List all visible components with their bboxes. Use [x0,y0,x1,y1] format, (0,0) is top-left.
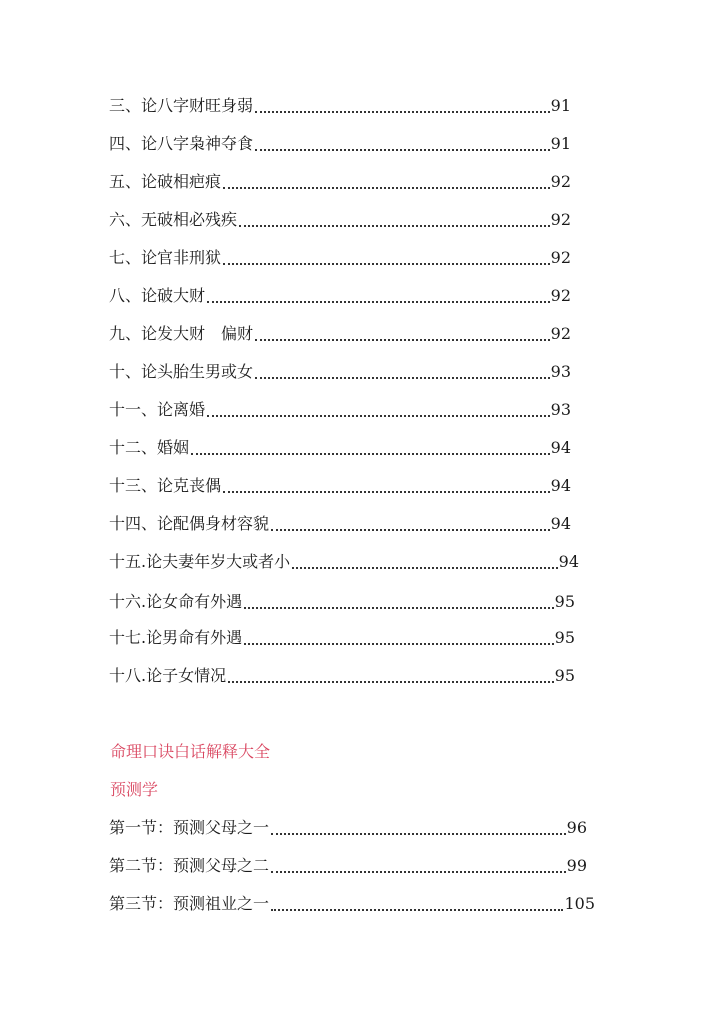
toc-leader-dots [255,111,550,113]
toc-leader-dots [271,871,566,873]
toc-entry-label: 三、论八字财旺身弱 [109,96,254,115]
toc-leader-dots [223,263,550,265]
toc-entry-page: 94 [558,552,579,571]
toc-entry-label: 七、论官非刑狱 [109,248,222,267]
toc-leader-dots [271,909,563,911]
toc-entry[interactable] [109,816,587,840]
toc-entry[interactable] [109,398,571,422]
toc-entry[interactable] [109,512,571,536]
toc-leader-dots [239,225,550,227]
toc-leader-dots [292,567,558,569]
toc-entry-label: 十八.论子女情况 [109,666,227,685]
toc-entry-page: 93 [550,400,571,419]
toc-leader-dots [244,643,554,645]
toc-entry[interactable] [109,132,571,156]
toc-entry-label: 八、论破大财 [109,286,206,305]
toc-leader-dots [255,339,550,341]
toc-entry-label: 十三、论克丧偶 [109,476,222,495]
toc-entry[interactable] [109,550,579,574]
toc-entry-page: 92 [550,210,571,229]
toc-entry[interactable] [109,854,587,878]
toc-entry[interactable] [109,590,575,614]
toc-leader-dots [207,415,550,417]
toc-entry[interactable] [109,94,571,118]
toc-entry-page: 96 [566,818,587,837]
toc-entry-page: 92 [550,172,571,191]
toc-entry-label: 十七.论男命有外遇 [109,628,243,647]
toc-entry-label: 十、论头胎生男或女 [109,362,254,381]
toc-entry-page: 95 [554,666,575,685]
toc-entry-label: 四、论八字枭神夺食 [109,134,254,153]
toc-entry-page: 95 [554,628,575,647]
toc-leader-dots [191,453,550,455]
toc-entry[interactable] [109,892,595,916]
toc-entry-label: 十四、论配偶身材容貌 [109,514,270,533]
toc-entry-label: 十五.论夫妻年岁大或者小 [109,552,291,571]
toc-entry-label: 九、论发大财 偏财 [109,324,254,343]
toc-entry-page: 95 [554,592,575,611]
toc-entry-label: 第二节：预测父母之二 [109,856,270,875]
toc-leader-dots [255,377,550,379]
toc-entry[interactable] [109,626,575,650]
toc-entry-label: 十一、论离婚 [109,400,206,419]
toc-entry[interactable] [109,284,571,308]
toc-entry-page: 99 [566,856,587,875]
toc-entry-page: 94 [550,514,571,533]
toc-entry-page: 93 [550,362,571,381]
toc-entry[interactable] [109,664,575,688]
section-heading: 命理口诀白话解释大全 [110,742,271,761]
toc-entry-page: 91 [550,134,571,153]
toc-leader-dots [271,833,566,835]
toc-entry-label: 五、论破相疤痕 [109,172,222,191]
toc-entry-page: 92 [550,324,571,343]
toc-entry[interactable] [109,246,571,270]
toc-entry[interactable] [109,474,571,498]
toc-entry[interactable] [109,208,571,232]
toc-leader-dots [223,491,550,493]
toc-entry-page: 92 [550,248,571,267]
toc-entry-label: 十六.论女命有外遇 [109,592,243,611]
toc-leader-dots [207,301,550,303]
toc-entry-label: 六、无破相必残疾 [109,210,238,229]
toc-entry[interactable] [109,360,571,384]
toc-leader-dots [255,149,550,151]
toc-leader-dots [244,607,554,609]
toc-leader-dots [223,187,550,189]
toc-entry[interactable] [109,322,571,346]
sub-heading: 预测学 [110,780,159,799]
toc-entry-page: 94 [550,476,571,495]
toc-entry-label: 十二、婚姻 [109,438,190,457]
toc-entry-page: 94 [550,438,571,457]
toc-entry[interactable] [109,436,571,460]
toc-entry-label: 第三节：预测祖业之一 [109,894,270,913]
toc-entry-page: 91 [550,96,571,115]
toc-entry-page: 92 [550,286,571,305]
toc-entry[interactable] [109,170,571,194]
toc-leader-dots [271,529,550,531]
toc-leader-dots [228,681,554,683]
toc-entry-page: 105 [564,894,595,913]
toc-entry-label: 第一节：预测父母之一 [109,818,270,837]
